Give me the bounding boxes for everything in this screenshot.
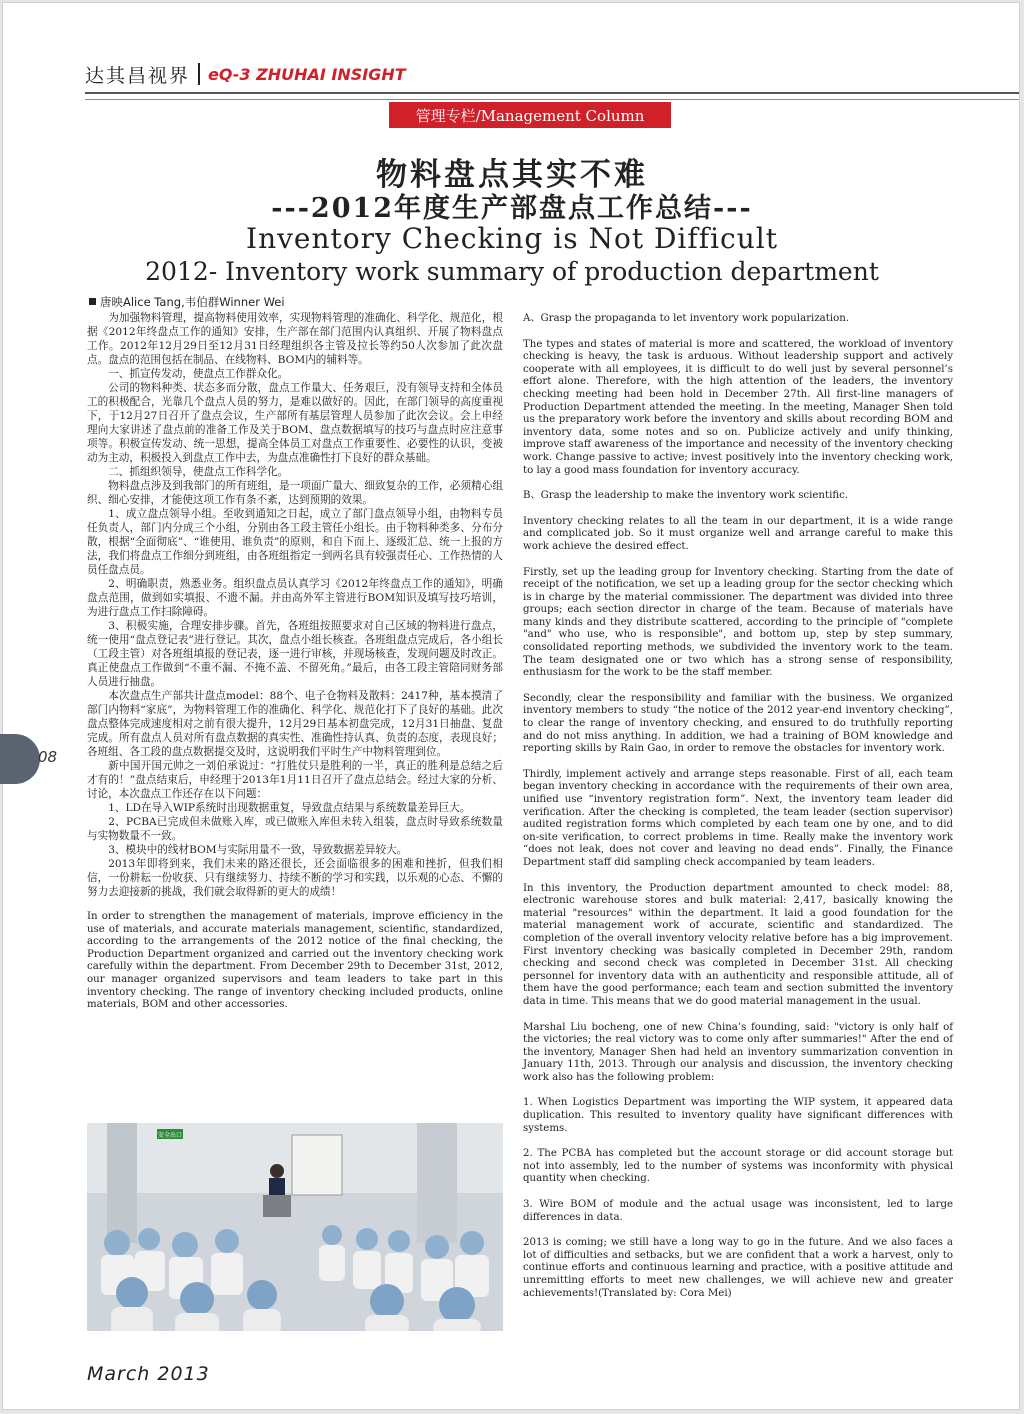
magazine-name-cn: 达其昌视界 [85, 64, 191, 87]
issue-date: March 2013 [87, 1363, 210, 1385]
left-paragraph: 新中国开国元帅之一刘伯承说过：“打胜仗只是胜利的一半，真正的胜利是总结之后才有的！”盘点结束后，申经理于2013年1月11日召开了盘点总结会。经过大家的分析、讨论，本次盘点工作还存在以下问题： [87, 760, 503, 800]
left-paragraph: 一、抓宣传发动，使盘点工作群众化。 [108, 368, 289, 380]
left-paragraph: 物料盘点涉及到我部门的所有班组，是一项面广量大、细致复杂的工作，必须精心组织、细心安排，才能使这项工作有条不紊，达到预期的效果。 [87, 480, 503, 506]
header-rule [85, 92, 1020, 94]
left-english-intro: In order to strengthen the management of materials, improve efficiency in the use of materials, and accurate materials management, scientific, standardized, according to the arrangements of the 2012 notice of the final checking, the Production Department organized and carried out the inventory checking work carefully within the department. From December 29th to December 31st, 2012, our manager organized supervisors and team leaders to take part in this inventory checking. The range of inventory checking included products, online materials, BOM and other accessories. [87, 911, 503, 1011]
article-subtitle-cn: ---2012年度生产部盘点工作总结--- [271, 193, 753, 224]
exit-sign-text: 安全出口 [157, 1132, 183, 1139]
article-subtitle-en: 2012- Inventory work summary of production department [145, 257, 879, 286]
left-paragraph: 1、LD在导入WIP系统时出现数据重复，导致盘点结果与系统数量差异巨大。 [108, 802, 471, 814]
left-paragraph: 2013年即将到来，我们未来的路还很长，还会面临很多的困难和挫折，但我们相信，一份耕耘一份收获、只有继续努力、持续不断的学习和实践，以乐观的心态、不懈的努力去迎接新的挑战，我们就会取得新的更大的成绩！ [87, 858, 503, 898]
left-paragraph: 2、明确职责，熟悉业务。组织盘点员认真学习《2012年终盘点工作的通知》，明确盘点范围，做到如实填报、不遗不漏。并由高外军主管进行BOM知识及填写技巧培训，为进行盘点工作扫除障碍。 [87, 578, 503, 618]
byline [89, 294, 285, 310]
right-column [523, 313, 953, 1313]
right-paragraph: Thirdly, implement actively and arrange steps reasonable. First of all, each team began inventory checking in accordance with the requirements of their own area, unified use “inventory registration form”. Next, the inventory team leader did verification. After the checking is completed, the team leader (section supervisor) audited registration forms which completed by each team one by one, and to did on-site verification, to correct problems in time. Really make the inventory work “does not leak, does not cover and leaving no dead ends”. Finally, the Finance Department staff did sampling check accompanied by team leaders. [523, 768, 953, 868]
right-paragraph: Secondly, clear the responsibility and familiar with the business. We organized inventory members to study “the notice of the 2012 year-end inventory checking”, to clear the range of inventory checking, and ensured to do truthfully reporting and do not miss anything. In addition, we had a training of BOM knowledge and reporting skills by Rain Gao, in order to remove the obstacles for inventory work. [523, 692, 953, 755]
page-number: 08 [38, 748, 58, 766]
article-title-en: Inventory Checking is Not Difficult [246, 222, 778, 255]
article-title-cn: 物料盘点其实不难 [376, 157, 648, 193]
left-paragraph: 1、成立盘点领导小组。至收到通知之日起，成立了部门盘点领导小组，由物料专员任负责人，部门内分成三个小组，分别由各工段主管任小组长。由于物料种类多、分布分散，根据“全面彻底”、“谁使用、谁负责”的原则，和自下而上、逐级汇总、统一上报的方法，我们将盘点工作细分到班组，由各班组指定一到两名具有较强责任心、工作热情的人员任盘点员。 [87, 508, 503, 576]
left-column [87, 311, 503, 1012]
left-paragraph: 二、抓组织领导，使盘点工作科学化。 [108, 466, 289, 478]
left-paragraph: 3、模块中的线材BOM与实际用量不一致，导致数据差异较大。 [108, 844, 408, 856]
right-paragraph: 2013 is coming; we still have a long way to go in the future. And we also faces a lot of difficulties and setbacks, but we are confident that a work a harvest, only to continue efforts and continuous learning and practice, with a positive attitude and unremitting efforts to meet new challenges, we will achieve new and greater achievements!(Translated by: Cora Mei) [523, 1237, 953, 1299]
meeting-photo-illustration [87, 1123, 503, 1331]
header-rule-thin [85, 99, 1020, 100]
right-paragraph: A、Grasp the propaganda to let inventory work popularization. [523, 313, 850, 324]
right-paragraph: Firstly, set up the leading group for Inventory checking. Starting from the date of receipt of the notification, we set up a leading group for the sector checking which is in charge by the material commissioner. The department was divided into three groups; each section director in charge of the team. Because of materials have many kinds and they distribute scattered, according to the principle of "complete "and" who use, who is responsible", and bottom up, step by step summary, consolidated reporting methods, we subdivided the inventory work to the team. The team designated one or two which has a strong sense of responsibility, enthusiasm for the work to be the staff member. [523, 566, 953, 679]
left-paragraph: 为加强物料管理，提高物料使用效率，实现物料管理的准确化、科学化、规范化，根据《2012年终盘点工作的通知》安排，生产部在部门范围内认真组织、开展了物料盘点工作。2012年12月29日至12月31日经理组织各主管及拉长等约50人次参加了此次盘点。盘点的范围包括在制品、在线物料、BOM内的辅料等。 [87, 312, 503, 366]
right-paragraph: In this inventory, the Production department amounted to check model: 88, electronic warehouse stores and bulk material: 2,417, basically knowing the material "resources" within the department. It laid a good foundation for the material management work of accurate, scientific and standardized. The completion of the overall inventory velocity relative before has a big improvement. First inventory checking was basically completed in December 29th, random checking and second check was completed in December 31st. All checking personnel for inventory data with an authenticity and responsible attitude, all of them have the good performance; each team and section submitted the inventory data in time. This means that we do good material management in the usual. [523, 882, 953, 1007]
right-paragraph: 2. The PCBA has completed but the account storage or did account storage but not into assembly, led to the number of systems was inconformity with physical quantity when checking. [523, 1148, 953, 1185]
byline-square-icon [89, 298, 96, 305]
column-tag: 管理专栏/Management Column [389, 102, 671, 128]
right-paragraph: B、Grasp the leadership to make the inventory work scientific. [523, 490, 849, 502]
left-paragraph: 公司的物料种类、状态多而分散，盘点工作量大、任务艰巨，没有领导支持和全体员工的积极配合，光靠几个盘点人员的努力，是难以做好的。因此，在部门领导的高度重视下，于12月27日召开了盘点会议，生产部所有基层管理人员参加了此次会议。会上申经理向大家讲述了盘点前的准备工作及关于BOM、盘点数据填写的技巧与盘点时应注意事项等。积极宣传发动、统一思想，提高全体员工对盘点工作重要性、必要性的认识，变被动为主动，积极投入到盘点工作中去，为盘点准确性打下良好的群众基础。 [87, 382, 503, 464]
right-paragraph: 1. When Logistics Department was importing the WIP system, it appeared data duplication. This resulted to inventory quality have significant differences with systems. [523, 1097, 953, 1134]
magazine-page [2, 2, 1020, 1410]
meeting-photo [87, 1123, 503, 1331]
masthead [85, 59, 406, 89]
left-paragraph: 2、PCBA已完成但未做账入库，或已做账入库但未转入组装，盘点时导致系统数量与实物数量不一致。 [87, 816, 503, 842]
left-paragraph: 3、积极实施，合理安排步骤。首先，各班组按照要求对自己区域的物料进行盘点，统一使用“盘点登记表”进行登记。其次，盘点小组长核查。各班组盘点完成后，各小组长（工段主管）对各班组填报的登记表，逐一进行审核，并现场核查，发现问题及时改正。真正使盘点工作做到“不重不漏、不掩不盖、不留死角。”最后，由各工段主管陪同财务部人员进行抽盘。 [87, 620, 503, 688]
right-paragraph: Inventory checking relates to all the team in our department, it is a wide range and complicated job. So it must organize well and arrange careful to make this work achieve the desired effect. [523, 515, 953, 552]
masthead-divider [198, 63, 200, 85]
right-paragraph: The types and states of material is more and scattered, the workload of inventory checking is heavy, the task is arduous. Without leadership support and actively cooperate with all employees, it is difficult to do well just by several personnel’s effort alone. Therefore, with the high attention of the leaders, the inventory checking meeting had been hold in December 27th. All first-line managers of Production Department attended the meeting. In the meeting, Manager Shen told us the preparatory work before the inventory and skills about recording BOM and inventory data, some notes and so on. Publicize actively and unify thinking, improve staff awareness of the importance and necessity of the inventory checking work. Change passive to active; invest positively into the inventory checking work, to lay a good mass foundation for inventory accuracy. [523, 338, 953, 476]
right-paragraph: 3. Wire BOM of module and the actual usage was inconsistent, led to large differences in data. [523, 1199, 953, 1223]
byline-authors: 唐映Alice Tang,韦伯群Winner Wei [100, 295, 285, 309]
magazine-name-en: eQ-3 ZHUHAI INSIGHT [208, 64, 406, 84]
left-paragraph: 本次盘点生产部共计盘点model：88个、电子仓物料及散料：2417种，基本摸清了部门内物料“家底”，为物料管理工作的准确化、科学化、规范化打下了良好的基础。此次盘点整体完成速度相对之前有很大提升，12月29日基本初盘完成，12月31日抽盘、复盘完成。所有盘点人员对所有盘点数据的真实性、准确性持认真、负责的态度，表现良好；各班组、各工段的盘点数据提交及时，这说明我们平时生产中物料管理到位。 [87, 690, 503, 758]
right-paragraph: Marshal Liu bocheng, one of new China’s founding, said: "victory is only half of the victories; the real victory was to come only after summaries!" After the end of the inventory, Manager Shen had held an inventory summarization convention in January 11th, 2013. Through our analysis and discussion, the inventory checking work also has the following problem: [523, 1021, 953, 1083]
